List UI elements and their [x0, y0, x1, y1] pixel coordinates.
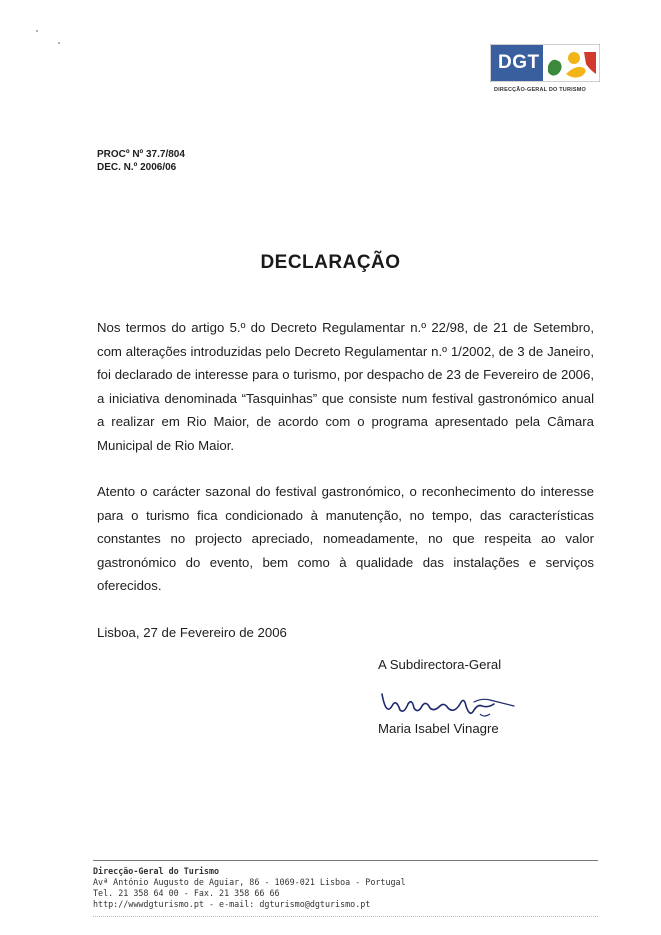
signatory-name: Maria Isabel Vinagre: [378, 721, 499, 736]
dgt-logo: [490, 44, 602, 98]
footer-phone: Tel. 21 358 64 00 - Fax. 21 358 66 66: [93, 888, 280, 898]
footer: [93, 866, 406, 910]
footer-org: Direcção-Geral do Turismo: [93, 866, 220, 876]
paragraph-2: Atento o carácter sazonal do festival gastronómico, o reconhecimento do interesse para o turismo fica condicionado à manutenção, no tempo, das características constantes no projecto apreciado, nomeadamente, no que respeita ao valor gastronómico do evento, bem como à qualidade das instalações e serviços oferecidos.: [97, 484, 594, 593]
scan-speck: [58, 42, 60, 44]
footer-divider: [93, 860, 598, 861]
place-date: Lisboa, 27 de Fevereiro de 2006: [97, 625, 287, 640]
footer-dotted-rule: [93, 916, 598, 917]
dec-number: DEC. N.º 2006/06: [97, 162, 177, 173]
proc-number: PROCº Nº 37.7/804: [97, 149, 185, 160]
document-title: DECLARAÇÃO: [260, 252, 401, 273]
signatory-role: A Subdirectora-Geral: [378, 657, 502, 672]
footer-web: http://wwwdgturismo.pt - e-mail: dgturismo@dgturismo.pt: [93, 899, 371, 909]
dgt-abbr: DGT: [498, 52, 540, 73]
scan-speck: [36, 30, 38, 32]
dgt-caption: DIRECÇÃO-GERAL DO TURISMO: [494, 87, 586, 93]
paragraph-1: Nos termos do artigo 5.º do Decreto Regulamentar n.º 22/98, de 21 de Setembro, com alterações introduzidas pelo Decreto Regulamentar n.º 1/2002, de 3 de Janeiro, foi declarado de interesse para o turismo, por despacho de 23 de Fevereiro de 2006, a iniciativa denominada “Tasquinhas” que consiste num festival gastronómico anual a realizar em Rio Maior, de acordo com o programa apresentado pela Câmara Municipal de Rio Maior.: [97, 320, 594, 453]
footer-address: Avª António Augusto de Aguiar, 86 - 1069-021 Lisboa - Portugal: [93, 877, 406, 887]
handwritten-signature: [378, 684, 518, 724]
reference-block: [97, 148, 185, 174]
